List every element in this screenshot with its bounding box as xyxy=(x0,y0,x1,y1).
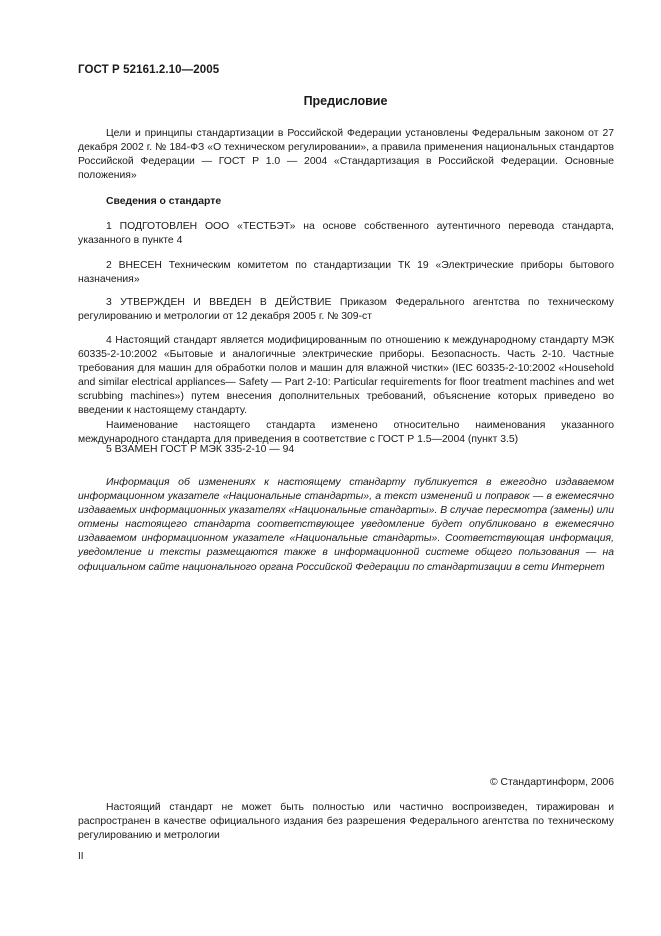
item-4-note: Наименование настоящего стандарта изменено относительно наименования указанного международного стандарта для приведения в соответствие с ГОСТ Р 1.5—2004 (пункт 3.5) xyxy=(78,419,614,445)
item-2 xyxy=(78,259,614,287)
intro-paragraph xyxy=(78,127,614,183)
reproduction-text: Настоящий стандарт не может быть полностью или частично воспроизведен, тиражирован и распространен в качестве официального издания без разрешения Федерального агентства по техническому регулированию и метрологии xyxy=(78,802,614,842)
item-4 xyxy=(78,334,614,447)
item-3 xyxy=(78,296,614,324)
item-5-text: 5 ВЗАМЕН ГОСТ Р МЭК 335-2-10 — 94 xyxy=(106,444,295,455)
item-1-text: 1 ПОДГОТОВЛЕН ООО «ТЕСТБЭТ» на основе собственного аутентичного перевода стандарта, указанного в пункте 4 xyxy=(78,221,614,247)
copyright: © Стандартинформ, 2006 xyxy=(489,777,614,788)
notice-paragraph xyxy=(78,476,614,575)
page-title: Предисловие xyxy=(303,94,388,108)
subheading-text: Сведения о стандарте xyxy=(106,196,222,207)
item-5 xyxy=(78,443,614,457)
item-1 xyxy=(78,220,614,248)
subheading xyxy=(78,195,614,209)
item-4-text: 4 Настоящий стандарт является модифицированным по отношению к международному стандарту МЭК 60335-2-10:2002 «Бытовые и аналогичные электрические приборы. Безопасность. Часть 2-10. Частные требования для машин для обработки полов и машин для влажной чистки» (IEC 60335-2-10:2002 «Household and similar electrical appliances— Safety — Part 2-10: Particular requirements for floor treatment machines and wet scrubbing machines») путем внесения дополнительных требований, объяснение которых приведено во введении к настоящему стандарту. xyxy=(78,335,614,417)
item-3-text: 3 УТВЕРЖДЕН И ВВЕДЕН В ДЕЙСТВИЕ Приказом Федерального агентства по техническому регулированию и метрологии от 12 декабря 2005 г. № 309-ст xyxy=(78,297,614,323)
reproduction-paragraph xyxy=(78,801,614,843)
document-code: ГОСТ Р 52161.2.10—2005 xyxy=(78,64,220,76)
item-2-text: 2 ВНЕСЕН Техническим комитетом по стандартизации ТК 19 «Электрические приборы бытового назначения» xyxy=(78,260,614,286)
page-number: II xyxy=(78,851,84,862)
intro-text: Цели и принципы стандартизации в Российской Федерации установлены Федеральным законом от 27 декабря 2002 г. № 184-ФЗ «О техническом регулировании», а правила применения национальных стандартов Российской Федерации — ГОСТ Р 1.0 — 2004 «Стандартизация в Российской Федерации. Основные положения» xyxy=(78,128,614,182)
notice-text: Информация об изменениях к настоящему стандарту публикуется в ежегодно издаваемом информационном указателе «Национальные стандарты», а текст изменений и поправок — в ежемесячно издаваемых информационных указателях «Национальные стандарты». В случае пересмотра (замены) или отмены настоящего стандарта соответствующее уведомление будет опубликовано в ежемесячно издаваемом информационном указателе «Национальные стандарты». Соответствующая информация, уведомление и тексты размещаются также в информационной системе общего пользования — на официальном сайте национального органа Российской Федерации по стандартизации в сети Интернет xyxy=(78,477,614,573)
